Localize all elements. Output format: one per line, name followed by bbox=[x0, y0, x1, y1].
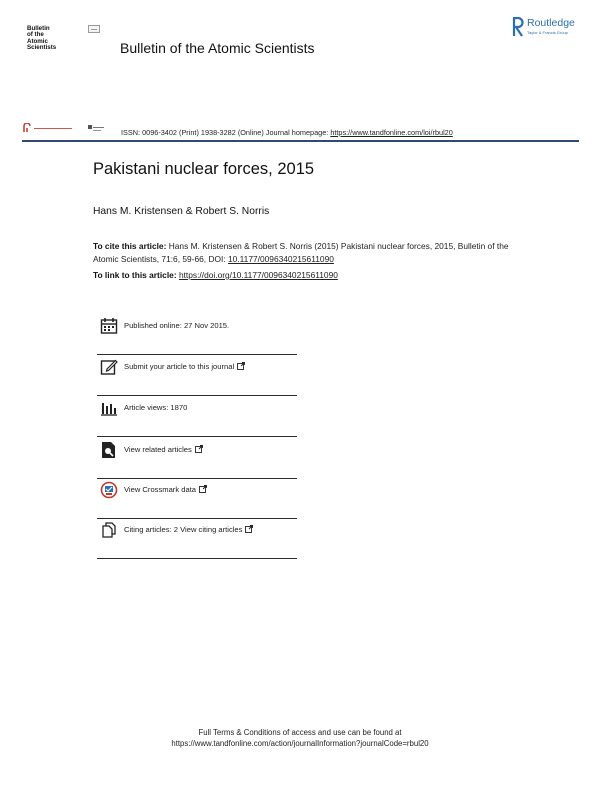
routledge-r-icon bbox=[512, 17, 524, 37]
publisher-logo[interactable] bbox=[512, 17, 592, 39]
journal-cover-thumbnail bbox=[88, 25, 100, 33]
related-articles-row[interactable] bbox=[97, 441, 297, 479]
row-divider bbox=[97, 558, 297, 559]
copy-icon bbox=[100, 521, 118, 539]
link-label: To link to this article: bbox=[93, 270, 179, 280]
article-authors: Hans M. Kristensen & Robert S. Norris bbox=[93, 206, 270, 217]
article-views-row bbox=[97, 399, 297, 437]
doi-link[interactable]: 10.1177/0096340215611090 bbox=[228, 253, 334, 264]
publisher-name: Routledge bbox=[527, 17, 575, 29]
row-divider bbox=[97, 395, 297, 396]
published-online-text: Published online: 27 Nov 2015. bbox=[124, 321, 230, 330]
header-divider bbox=[22, 140, 579, 142]
submit-article-link[interactable] bbox=[124, 362, 245, 371]
submit-article-row[interactable] bbox=[97, 358, 297, 396]
terms-text: Full Terms & Conditions of access and use can be found at bbox=[198, 728, 402, 737]
tandf-logo bbox=[22, 123, 74, 133]
secondary-logo bbox=[88, 125, 104, 132]
journal-logo-line: Bulletin bbox=[27, 25, 50, 32]
link-line bbox=[93, 270, 338, 280]
article-title: Pakistani nuclear forces, 2015 bbox=[93, 160, 315, 178]
cite-label: To cite this article: bbox=[93, 241, 167, 251]
issn-text: ISSN: 0096-3402 (Print) 1938-3282 (Online) Journal homepage: bbox=[121, 128, 331, 137]
terms-footer bbox=[0, 727, 600, 749]
citing-articles-row[interactable] bbox=[97, 521, 297, 559]
external-link-icon bbox=[195, 445, 203, 453]
issn-line bbox=[121, 128, 453, 137]
related-articles-text: View related articles bbox=[124, 445, 192, 454]
article-link[interactable]: https://doi.org/10.1177/0096340215611090 bbox=[178, 270, 338, 280]
tandf-wordmark bbox=[34, 128, 72, 129]
published-online-row bbox=[97, 317, 297, 355]
external-link-icon bbox=[199, 485, 207, 493]
calendar-icon bbox=[100, 317, 118, 335]
row-divider bbox=[97, 436, 297, 437]
journal-homepage-link[interactable]: https://www.tandfonline.com/loi/rbul20 bbox=[330, 128, 453, 137]
search-document-icon bbox=[100, 441, 118, 459]
journal-title: Bulletin of the Atomic Scientists bbox=[120, 40, 315, 56]
journal-logo-line: Scientists bbox=[27, 43, 57, 51]
cite-block bbox=[93, 240, 523, 265]
citing-articles-text: Citing articles: 2 View citing articles bbox=[124, 525, 243, 534]
citing-articles-link[interactable] bbox=[124, 525, 253, 534]
row-divider bbox=[97, 354, 297, 355]
publisher-subtitle: Taylor & Francis Group bbox=[527, 30, 568, 35]
journal-logo-line: Atomic bbox=[27, 37, 48, 45]
submit-article-text: Submit your article to this journal bbox=[124, 362, 235, 371]
crossmark-link[interactable] bbox=[124, 485, 207, 494]
bar-chart-icon bbox=[100, 399, 118, 417]
edit-icon bbox=[100, 358, 118, 376]
row-divider bbox=[97, 478, 297, 479]
related-articles-link[interactable] bbox=[124, 445, 203, 454]
external-link-icon bbox=[245, 525, 253, 533]
journal-logo[interactable] bbox=[27, 26, 67, 51]
terms-url[interactable]: https://www.tandfonline.com/action/journalInformation?journalCode=rbul20 bbox=[171, 739, 429, 748]
article-views-text: Article views: 1870 bbox=[124, 403, 188, 412]
crossmark-icon bbox=[100, 481, 118, 499]
crossmark-row[interactable] bbox=[97, 481, 297, 519]
external-link-icon bbox=[237, 362, 245, 370]
crossmark-text: View Crossmark data bbox=[124, 485, 197, 494]
cite-text: Hans M. Kristensen & Robert S. Norris (2015) Pakistani nuclear forces, 2015, Bulletin of the Atomic Scientists, 71:6, 59-66, DOI: bbox=[93, 241, 509, 264]
tandf-mark-icon bbox=[22, 123, 32, 133]
journal-logo-line: of the bbox=[27, 31, 44, 39]
row-divider bbox=[97, 518, 297, 519]
